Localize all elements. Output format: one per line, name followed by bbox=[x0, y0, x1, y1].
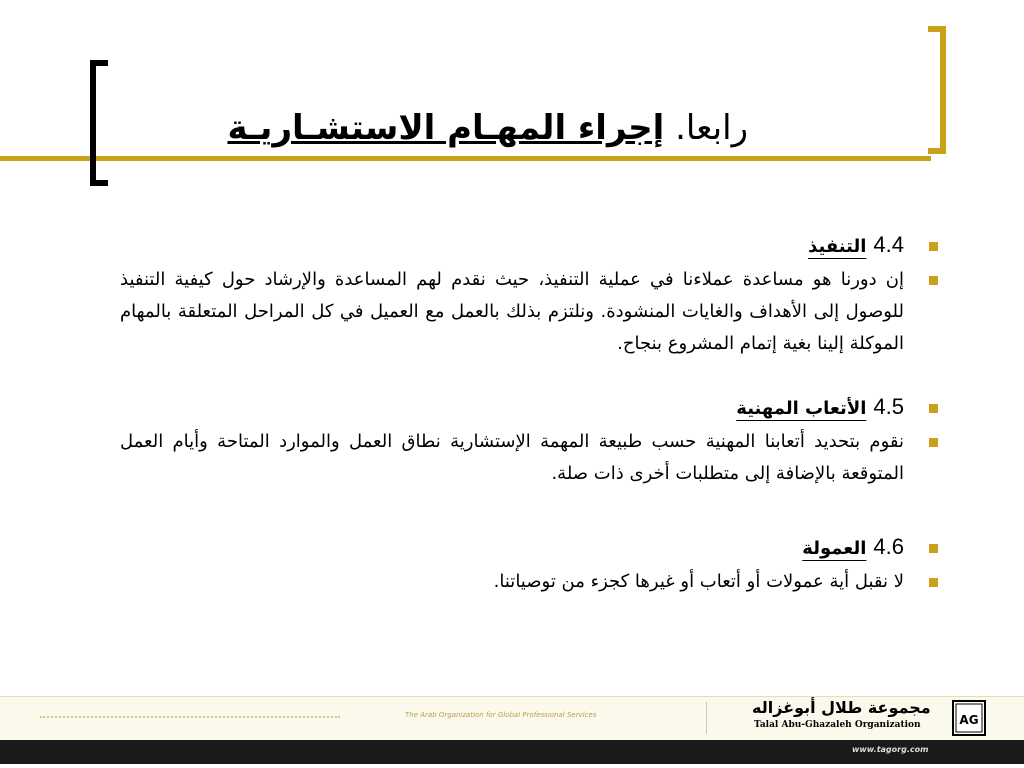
org-english-name: Talal Abu-Ghazaleh Organization bbox=[754, 720, 921, 730]
logo-lettering: AG bbox=[959, 713, 979, 727]
footer-tagline: The Arab Organization for Global Professional Services bbox=[405, 711, 597, 719]
section-number: 4.5 bbox=[873, 394, 904, 419]
section-paragraph: نقوم بتحديد أتعابنا المهنية حسب طبيعة المهمة الإستشارية نطاق العمل والموارد المتاحة وأيام العمل المتوقعة بالإضافة إلى متطلبات أخرى ذات صلة. bbox=[120, 431, 904, 484]
slide-title bbox=[227, 108, 748, 148]
square-bullet-icon bbox=[929, 404, 938, 413]
footer-divider bbox=[706, 702, 707, 734]
section-number: 4.4 bbox=[873, 232, 904, 257]
section-label: الأتعاب المهنية bbox=[736, 398, 867, 419]
square-bullet-icon bbox=[929, 578, 938, 587]
slide-footer bbox=[0, 696, 1024, 768]
section-text-4-5 bbox=[120, 426, 904, 490]
tag-logo-icon bbox=[952, 700, 986, 736]
section-text-4-4 bbox=[120, 264, 904, 360]
section-paragraph: لا نقبل أية عمولات أو أتعاب أو غيرها كجزء من توصياتنا. bbox=[493, 571, 904, 592]
title-main: إجراء المهـام الاستشـاريـة bbox=[227, 108, 665, 148]
square-bullet-icon bbox=[929, 276, 938, 285]
section-paragraph: إن دورنا هو مساعدة عملاءنا في عملية التنفيذ، حيث نقدم لهم المساعدة والإرشاد حول كيفية التنفيذ للوصول إلى الأهداف والغايات المنشودة. ونلتزم بذلك بالعمل مع العميل في كل المراحل المتعلقة بالمهام الموكلة إلينا بغية إتمام المشروع بنجاح. bbox=[120, 269, 904, 354]
section-label: العمولة bbox=[802, 538, 867, 559]
section-heading-4-6 bbox=[120, 530, 904, 566]
title-prefix: رابعا. bbox=[675, 108, 748, 148]
footer-website: www.tagorg.com bbox=[852, 745, 929, 754]
section-text-4-6 bbox=[120, 566, 904, 598]
section-heading-4-5 bbox=[120, 390, 904, 426]
square-bullet-icon bbox=[929, 242, 938, 251]
left-bracket-decoration bbox=[90, 60, 108, 186]
section-heading-4-4 bbox=[120, 228, 904, 264]
square-bullet-icon bbox=[929, 544, 938, 553]
right-bracket-decoration bbox=[928, 26, 946, 154]
square-bullet-icon bbox=[929, 438, 938, 447]
section-label: التنفيذ bbox=[808, 236, 867, 257]
slide-content bbox=[120, 228, 904, 598]
section-number: 4.6 bbox=[873, 534, 904, 559]
title-rule bbox=[0, 156, 931, 161]
org-arabic-name: مجموعة طلال أبوغزاله bbox=[752, 698, 931, 717]
footer-dotted-line bbox=[40, 716, 340, 718]
